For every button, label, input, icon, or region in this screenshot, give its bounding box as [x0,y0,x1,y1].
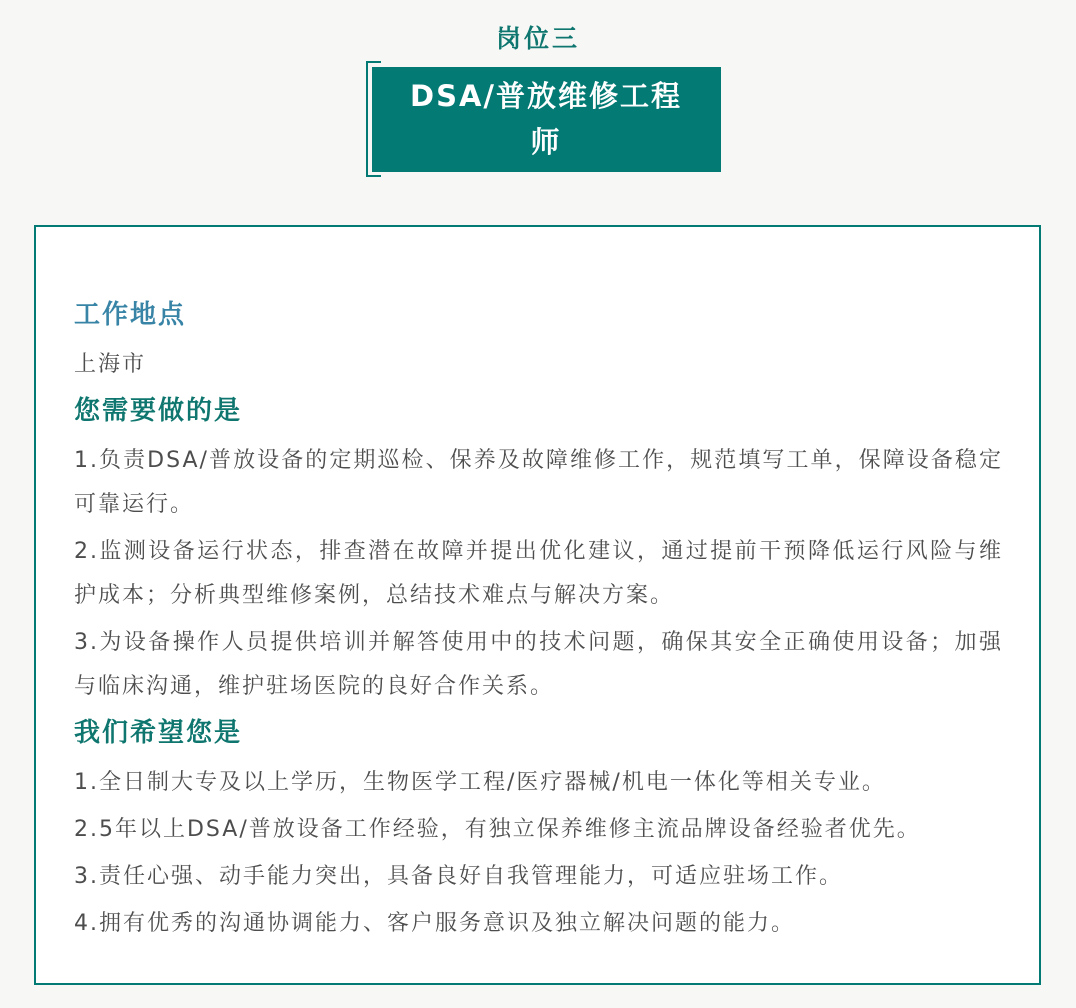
section-heading-requirements: 我们希望您是 [74,718,243,748]
section-heading-responsibilities: 您需要做的是 [74,396,243,426]
responsibility-item-2: 2.监测设备运行状态，排查潜在故障并提出优化建议，通过提前干预降低运行风险与维护成本；分析典型维修案例，总结技术难点与解决方案。 [74,539,1003,608]
requirement-item-3: 3.责任心强、动手能力突出，具备良好自我管理能力，可适应驻场工作。 [74,864,843,889]
work-location-value: 上海市 [74,352,147,377]
position-kicker: 岗位三 [495,24,580,53]
job-title-banner [372,67,721,172]
requirement-item-4: 4.拥有优秀的沟通协调能力、客户服务意识及独立解决问题的能力。 [74,911,795,936]
section-heading-work-location: 工作地点 [74,300,187,330]
job-details-card [34,225,1041,985]
page [0,24,1076,985]
requirement-item-2: 2.5年以上DSA/普放设备工作经验，有独立保养维修主流品牌设备经验者优先。 [74,817,921,842]
responsibility-item-3: 3.为设备操作人员提供培训并解答使用中的技术问题，确保其安全正确使用设备；加强与临床沟通，维护驻场医院的良好合作关系。 [74,630,1003,699]
requirement-item-1: 1.全日制大专及以上学历，生物医学工程/医疗器械/机电一体化等相关专业。 [74,770,886,795]
job-title-box [372,67,721,172]
responsibility-item-1: 1.负责DSA/普放设备的定期巡检、保养及故障维修工作，规范填写工单，保障设备稳定可靠运行。 [74,448,1003,517]
job-title-line-1: DSA/普放维修工程 [410,79,682,113]
job-title-line-2: 师 [530,125,562,159]
